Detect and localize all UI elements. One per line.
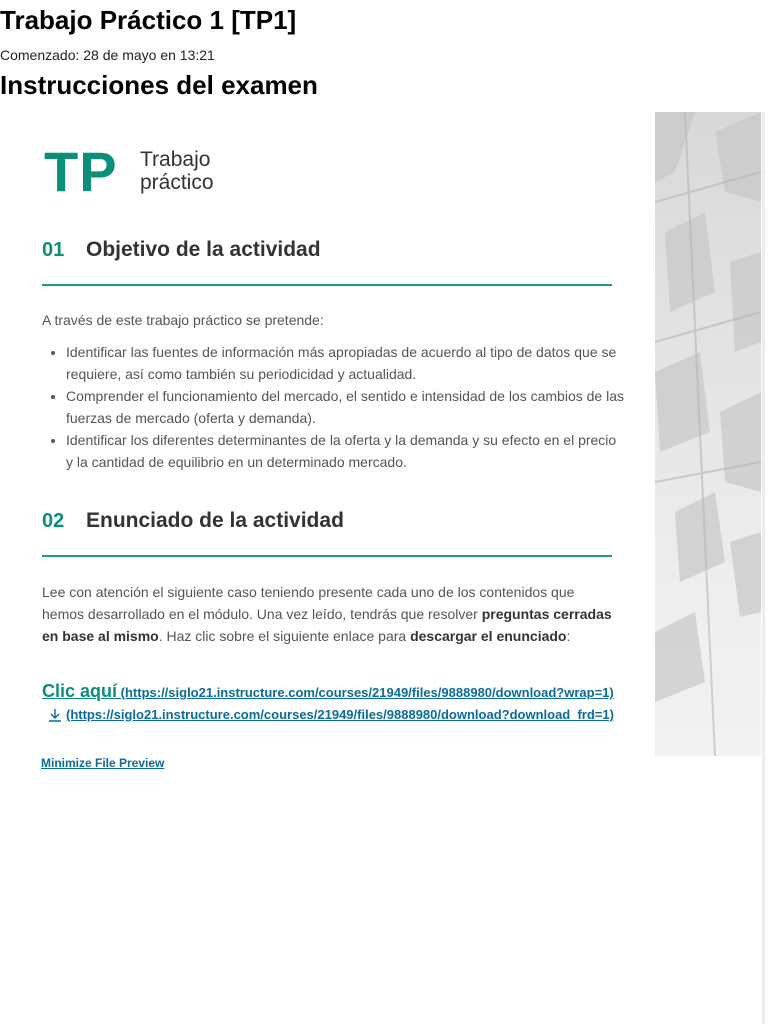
section-divider bbox=[42, 555, 612, 557]
minimize-file-preview-link[interactable]: Minimize File Preview bbox=[41, 756, 165, 770]
tp-caption-line2: práctico bbox=[140, 171, 214, 194]
preview-url: (https://siglo21.instructure.com/courses/21949/files/9888980/download?wrap=1) bbox=[120, 685, 614, 700]
section-title: Objetivo de la actividad bbox=[86, 238, 321, 261]
page-title: Trabajo Práctico 1 [TP1] bbox=[0, 5, 297, 35]
enunciado-bold-1: preguntas cerradas en base al mismo bbox=[42, 606, 612, 644]
section-objetivo-heading bbox=[42, 238, 321, 266]
section-number: 02 bbox=[42, 510, 65, 532]
list-item: • Identificar los diferentes determinantes de la oferta y la demanda y su efecto en el precio y la cantidad de equilibrio en un determinado mercado. bbox=[66, 429, 626, 473]
clic-aqui-link[interactable] bbox=[42, 681, 614, 701]
tp-logo: TP bbox=[44, 140, 118, 203]
enunciado-text-part3: : bbox=[566, 628, 571, 644]
enunciado-bold-2: descargar el enunciado bbox=[410, 628, 567, 644]
enunciado-text-part1: Lee con atención el siguiente caso teniendo presente cada uno de los contenidos que hemos desarrollado en el módulo. Una vez leído, tendrás que resolver bbox=[42, 584, 575, 622]
tp-logo-caption bbox=[140, 148, 214, 194]
decorative-background-image bbox=[655, 112, 761, 756]
objetivo-list bbox=[42, 341, 626, 473]
objetivo-intro: A través de este trabajo práctico se pretende: bbox=[42, 312, 324, 328]
download-link[interactable]: (https://siglo21.instructure.com/courses/21949/files/9888980/download?download_frd=1) bbox=[66, 707, 614, 722]
enunciado-text-part2: . Haz clic sobre el siguiente enlace para bbox=[158, 628, 411, 644]
tp-caption-line1: Trabajo bbox=[140, 148, 211, 171]
section-number: 01 bbox=[42, 239, 65, 261]
list-item: • Comprender el funcionamiento del mercado, el sentido e intensidad de los cambios de las fuerzas de mercado (oferta y demanda). bbox=[66, 385, 626, 429]
list-item: • Identificar las fuentes de información más apropiadas de acuerdo al tipo de datos que se requiere, así como también su periodicidad y actualidad. bbox=[66, 341, 626, 385]
section-enunciado-heading bbox=[42, 509, 344, 537]
section-divider bbox=[42, 284, 612, 286]
download-links bbox=[42, 680, 622, 729]
enunciado-text bbox=[42, 581, 617, 647]
instructions-heading: Instrucciones del examen bbox=[0, 70, 318, 100]
section-title: Enunciado de la actividad bbox=[86, 509, 344, 532]
scrollbar-track[interactable] bbox=[762, 112, 765, 1024]
download-icon[interactable] bbox=[48, 707, 62, 729]
started-timestamp: Comenzado: 28 de mayo en 13:21 bbox=[0, 47, 215, 63]
clic-aqui-label: Clic aquí bbox=[42, 681, 118, 701]
